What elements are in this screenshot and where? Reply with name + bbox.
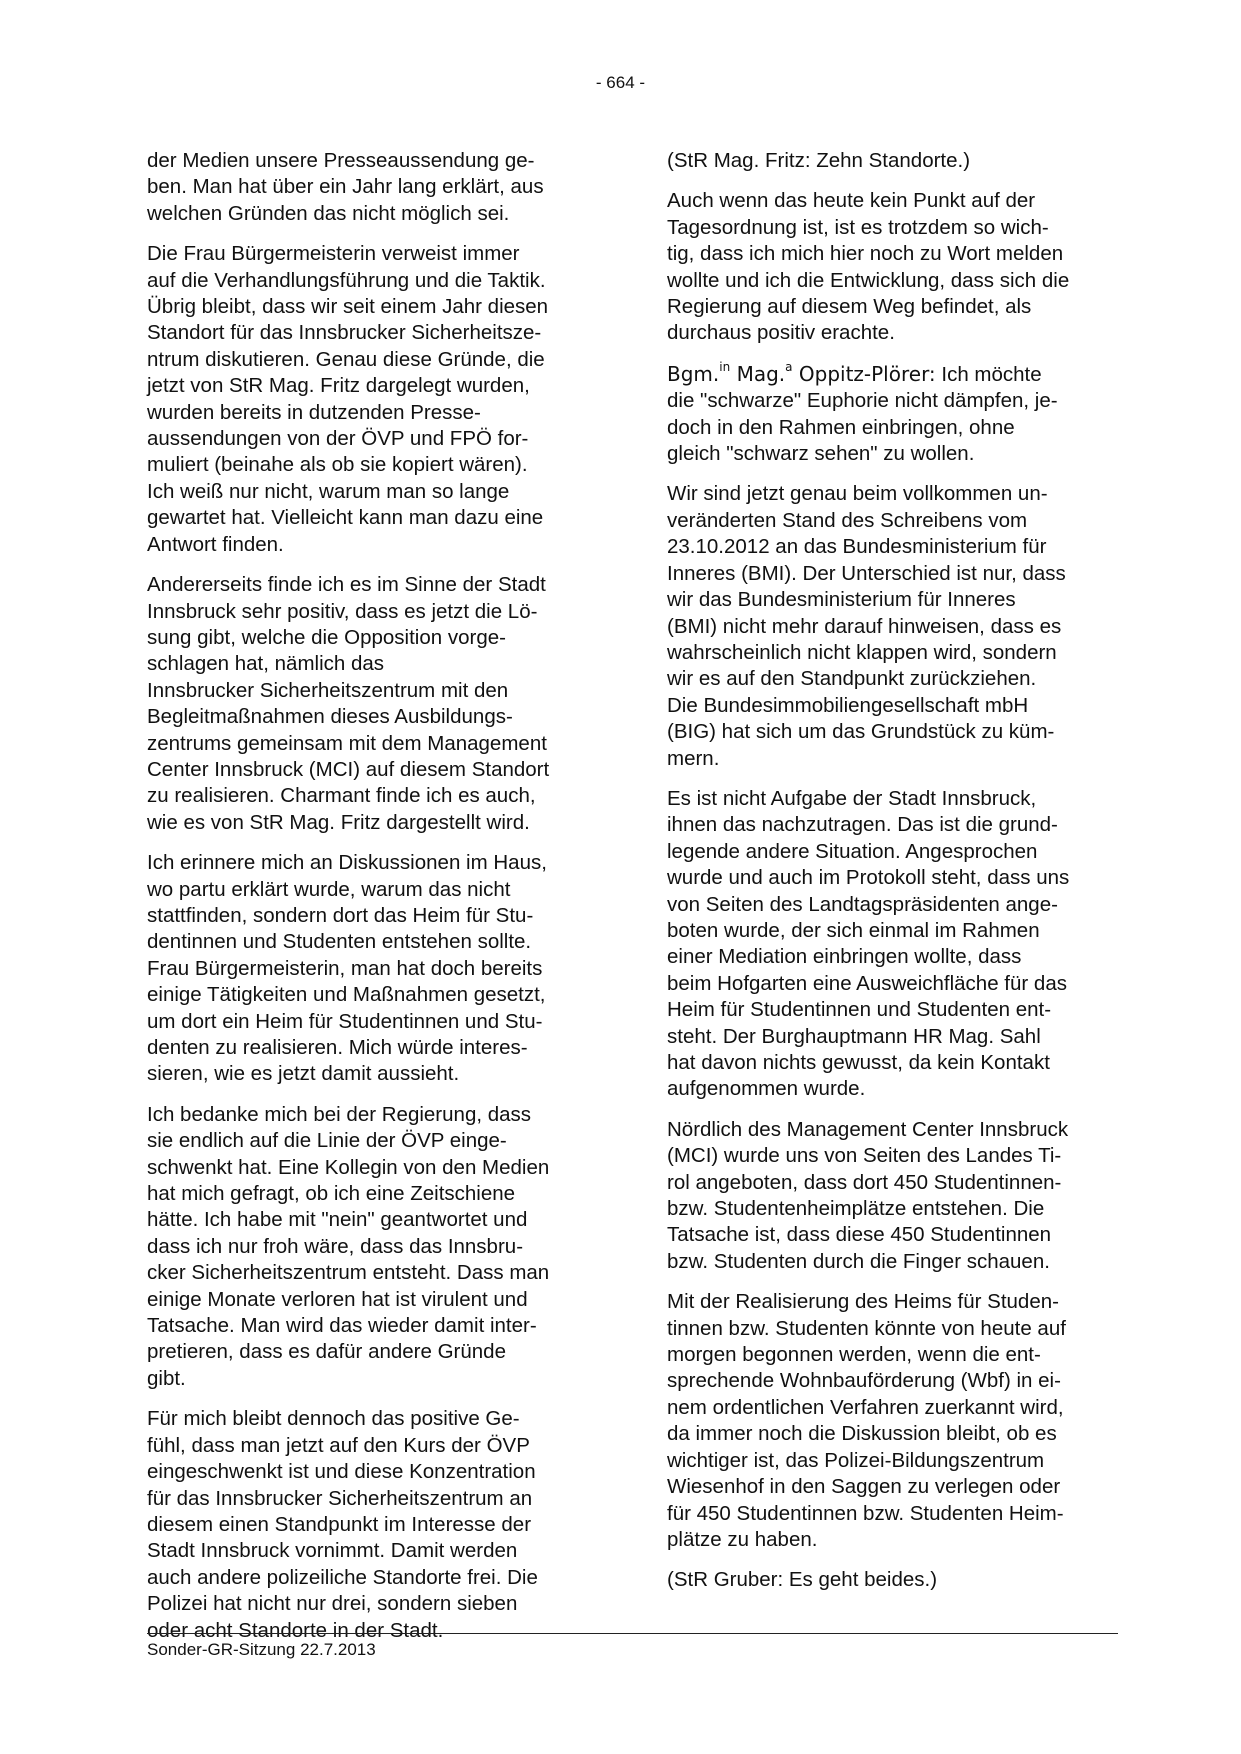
speaker-name: Oppitz-Plörer:: [798, 361, 936, 386]
paragraph: der Medien unsere Presseaussendung ge- ben. Man hat über ein Jahr lang erklärt, aus welchen Gründen das nicht möglich sei.: [147, 149, 544, 225]
interjection: (StR Gruber: Es geht beides.): [667, 1568, 938, 1592]
paragraph: Ich bedanke mich bei der Regierung, dass sie endlich auf die Linie der ÖVP einge- schwenkt hat. Eine Kollegin von den Medien hat mich gefragt, ob ich eine Zeitschiene hätte. Ich habe mit "nein" geantwortet und dass ich nur froh wäre, dass das Innsbru- cker Sicherheitszentrum entsteht. Dass man einige Monate verloren hat ist virulent und Tatsache. Man wird das wieder damit inter- pretieren, dass es dafür andere Gründe gibt.: [147, 1102, 550, 1390]
interjection: (StR Mag. Fritz: Zehn Standorte.): [667, 149, 971, 172]
speaker-degree-suffix: a: [785, 360, 793, 375]
page-number: - 664 -: [595, 73, 646, 92]
paragraph: Es ist nicht Aufgabe der Stadt Innsbruck, ihnen das nachzutragen. Das ist die grund- legende andere Situation. Angesprochen wurde und auch im Protokoll steht, dass uns von Seiten des Landtagspräsidenten ange- boten wurde, der sich einmal im Rahmen einer Mediation einbringen wollte, dass beim Hofgarten eine Ausweichfläche für das Heim für Studentinnen und Studenten ent- steht. Der Burghauptmann HR Mag. Sahl hat davon nichts gewusst, da kein Kontakt aufgenommen wurde.: [667, 786, 1070, 1101]
speaker-degree: Mag.: [736, 361, 786, 386]
speaker-paragraph: [667, 361, 1127, 468]
speaker-title-suffix: in: [719, 360, 731, 375]
paragraph: Mit der Realisierung des Heims für Studen- tinnen bzw. Studenten könnte von heute auf morgen begonnen werden, wenn die ent- sprechende Wohnbauförderung (Wbf) in ei- nem ordentlichen Verfahren zuerkannt wird, da immer noch die Diskussion bleibt, ob es wichtiger ist, das Polizei-Bildungszentrum Wiesenhof in den Saggen zu verlegen oder für 450 Studentinnen bzw. Studenten Heim- plätze zu haben.: [667, 1290, 1066, 1551]
footer-text: Sonder-GR-Sitzung 22.7.2013: [147, 1640, 376, 1659]
right-column: [667, 148, 1127, 1608]
speaker-statement: Ich möchte die "schwarze" Euphorie nicht dämpfen, je- doch in den Rahmen einbringen, ohne gleich "schwarz sehen" zu wollen.: [667, 362, 1058, 466]
speaker-title: Bgm.: [667, 361, 720, 386]
paragraph: Ich erinnere mich an Diskussionen im Haus, wo partu erklärt wurde, warum das nicht stattfinden, sondern dort das Heim für Stu- dentinnen und Studenten entstehen sollte. Frau Bürgermeisterin, man hat doch bereits einige Tätigkeiten und Maßnahmen gesetzt, um dort ein Heim für Studentinnen und Stu- denten zu realisieren. Mich würde interes- sieren, wie es jetzt damit aussieht.: [147, 851, 547, 1086]
left-column: [147, 148, 607, 1658]
paragraph: Nördlich des Management Center Innsbruck (MCI) wurde uns von Seiten des Landes Ti- rol angeboten, dass dort 450 Studentinnen- bzw. Studentenheimplätze entstehen. Die Tatsache ist, dass diese 450 Studentinnen bzw. Studenten durch die Finger schauen.: [667, 1117, 1069, 1273]
paragraph: Auch wenn das heute kein Punkt auf der Tagesordnung ist, ist es trotzdem so wich- tig, dass ich mich hier noch zu Wort melden wollte und ich die Entwicklung, dass sich die Regierung auf diesem Weg befindet, als durchaus positiv erachte.: [667, 189, 1070, 345]
speaker-label: [667, 362, 936, 386]
paragraph: Andererseits finde ich es im Sinne der Stadt Innsbruck sehr positiv, dass es jetzt die Lö- sung gibt, welche die Opposition vorge- schlagen hat, nämlich das Innsbrucker Sicherheitszentrum mit den Begleitmaßnahmen dieses Ausbildungs- zentrums gemeinsam mit dem Management Center Innsbruck (MCI) auf diesem Standort zu realisieren. Charmant finde ich es auch, wie es von StR Mag. Fritz dargestellt wird.: [147, 573, 550, 834]
paragraph: Die Frau Bürgermeisterin verweist immer auf die Verhandlungsführung und die Taktik. Übrig bleibt, dass wir seit einem Jahr diesen Standort für das Innsbrucker Sicherheitsze- ntrum diskutieren. Genau diese Gründe, die jetzt von StR Mag. Fritz dargelegt wurden, wurden bereits in dutzenden Presse- aussendungen von der ÖVP und FPÖ for- muliert (beinahe als ob sie kopiert wären). Ich weiß nur nicht, warum man so lange gewartet hat. Vielleicht kann man dazu eine Antwort finden.: [147, 242, 549, 556]
footer-divider: [147, 1633, 1118, 1634]
paragraph: Wir sind jetzt genau beim vollkommen un- veränderten Stand des Schreibens vom 23.10.2012 an das Bundesministerium für Inneres (BMI). Der Unterschied ist nur, dass wir das Bundesministerium für Inneres (BMI) nicht mehr darauf hinweisen, dass es wahrscheinlich nicht klappen wird, sondern wir es auf den Standpunkt zurückziehen. Die Bundesimmobiliengesellschaft mbH (BIG) hat sich um das Grundstück zu küm- mern.: [667, 482, 1066, 770]
paragraph: Für mich bleibt dennoch das positive Ge- fühl, dass man jetzt auf den Kurs der ÖVP eingeschwenkt ist und diese Konzentration für das Innsbrucker Sicherheitszentrum an diesem einen Standpunkt im Interesse der Stadt Innsbruck vornimmt. Damit werden auch andere polizeiliche Standorte frei. Die Polizei hat nicht nur drei, sondern sieben oder acht Standorte in der Stadt.: [147, 1407, 538, 1642]
